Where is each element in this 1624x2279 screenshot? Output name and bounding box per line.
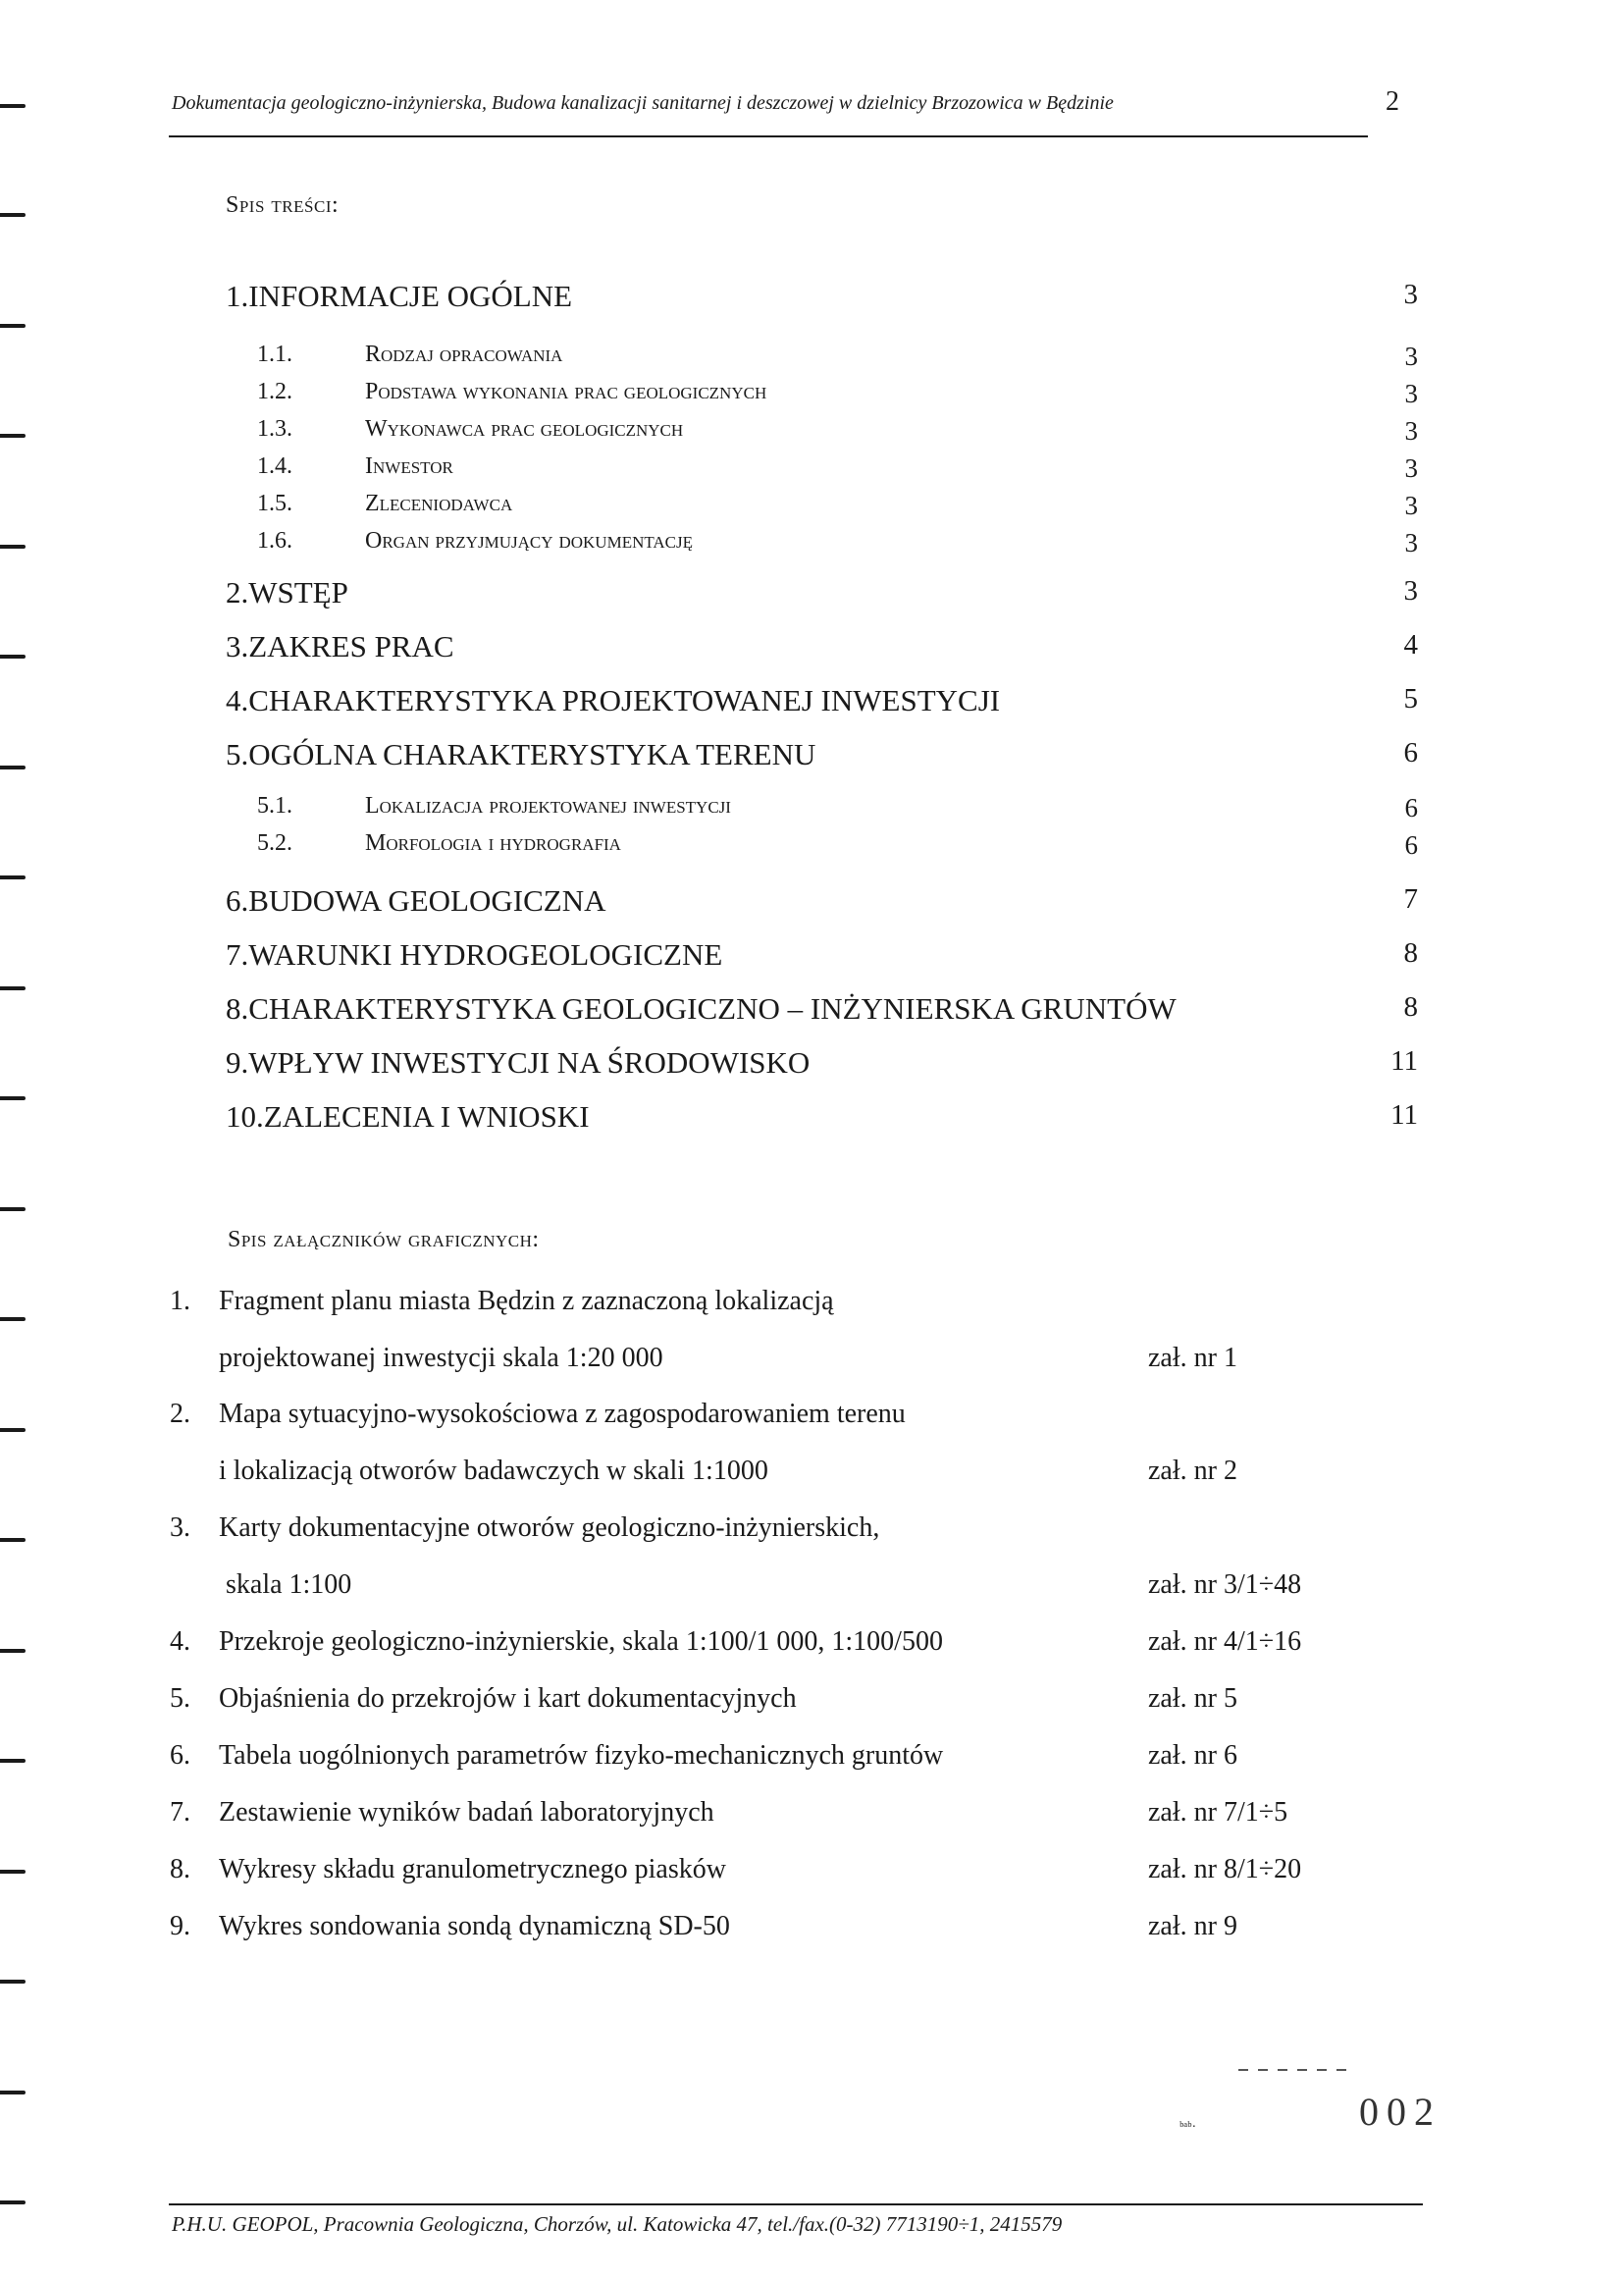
margin-tick — [0, 875, 26, 879]
attachment-text-line: Zestawienie wyników badań laboratoryjnych — [219, 1797, 714, 1828]
attachment-reference: zał. nr 4/1÷16 — [1148, 1626, 1302, 1657]
toc-entry-page: 3 — [1404, 416, 1418, 446]
margin-tick — [0, 1980, 26, 1984]
toc-entry-label: Organ przyjmujący dokumentację — [365, 528, 693, 554]
toc-entry-label: 7.WARUNKI HYDROGEOLOGICZNE — [226, 937, 723, 972]
toc-entry-label: 10.ZALECENIA I WNIOSKI — [226, 1099, 590, 1134]
toc-entry-label: 4.CHARAKTERYSTYKA PROJEKTOWANEJ INWESTYCJI — [226, 683, 1001, 717]
page-footer: P.H.U. GEOPOL, Pracownia Geologiczna, Chorzów, ul. Katowicka 47, tel./fax.(0-32) 7713190÷1, 2415579 — [172, 2212, 1063, 2236]
toc-entry-page: 3 — [1404, 342, 1418, 371]
toc-entry-page: 6 — [1404, 830, 1418, 860]
toc-entry-number: 1.5. — [257, 491, 292, 516]
attachments-heading: Spis załączników graficznych: — [228, 1227, 540, 1252]
toc-entry-number: 1.1. — [257, 342, 292, 367]
toc-entry-label: 2.WSTĘP — [226, 575, 348, 610]
page-header-title: Dokumentacja geologiczno-inżynierska, Budowa kanalizacji sanitarnej i deszczowej w dzielnicy Brzozowica w Będzinie — [172, 92, 1114, 114]
toc-entry-page: 3 — [1404, 528, 1418, 557]
attachment-number: 9. — [170, 1911, 190, 1941]
attachment-reference: zał. nr 5 — [1148, 1683, 1237, 1714]
attachment-number: 8. — [170, 1854, 190, 1884]
attachment-reference: zał. nr 1 — [1148, 1343, 1237, 1373]
toc-entry-page: 11 — [1390, 1099, 1418, 1131]
toc-entry-page: 3 — [1403, 279, 1418, 310]
attachment-number: 6. — [170, 1740, 190, 1771]
attachment-text-line: i lokalizacją otworów badawczych w skali 1:1000 — [219, 1456, 768, 1486]
margin-tick — [0, 1649, 26, 1653]
toc-entry-number: 1.3. — [257, 416, 292, 442]
stamp-dashes — [1238, 2069, 1346, 2071]
toc-entry-page: 6 — [1403, 737, 1418, 768]
attachment-reference: zał. nr 9 — [1148, 1911, 1237, 1941]
margin-tick — [0, 324, 26, 328]
toc-entry-page: 8 — [1403, 937, 1418, 969]
toc-entry-label: Rodzaj opracowania — [365, 342, 563, 367]
attachment-number: 7. — [170, 1797, 190, 1828]
page-number: 2 — [1386, 86, 1399, 117]
attachment-number: 3. — [170, 1512, 190, 1543]
margin-tick — [0, 1870, 26, 1874]
toc-entry-page: 3 — [1403, 575, 1418, 607]
attachment-reference: zał. nr 2 — [1148, 1456, 1237, 1486]
margin-tick — [0, 104, 26, 108]
margin-tick — [0, 1759, 26, 1763]
attachment-text-line: projektowanej inwestycji skala 1:20 000 — [219, 1343, 663, 1373]
toc-entry-number: 1.4. — [257, 453, 292, 479]
stamp-page-number: 002 — [1359, 2090, 1441, 2134]
margin-tick — [0, 1207, 26, 1211]
attachment-text-line: Objaśnienia do przekrojów i kart dokumentacyjnych — [219, 1683, 797, 1714]
header-rule — [169, 135, 1368, 137]
margin-tick — [0, 1317, 26, 1321]
attachment-number: 4. — [170, 1626, 190, 1657]
attachment-text-line: Karty dokumentacyjne otworów geologiczno-inżynierskich, — [219, 1512, 880, 1543]
toc-entry-page: 4 — [1403, 629, 1418, 661]
attachment-text-line: Mapa sytuacyjno-wysokościowa z zagospodarowaniem terenu — [219, 1399, 906, 1429]
toc-entry-page: 11 — [1390, 1045, 1418, 1077]
margin-tick — [0, 986, 26, 990]
toc-entry-label: 3.ZAKRES PRAC — [226, 629, 454, 663]
toc-heading: Spis treści: — [226, 192, 340, 218]
margin-tick — [0, 545, 26, 549]
margin-tick — [0, 2091, 26, 2094]
attachment-text-line: skala 1:100 — [219, 1569, 352, 1600]
attachment-number: 2. — [170, 1399, 190, 1429]
toc-entry-label: Inwestor — [365, 453, 453, 479]
toc-entry-page: 3 — [1404, 491, 1418, 520]
attachment-number: 1. — [170, 1286, 190, 1316]
attachment-reference: zał. nr 6 — [1148, 1740, 1237, 1771]
margin-tick — [0, 1538, 26, 1542]
footer-rule — [169, 2203, 1423, 2205]
toc-entry-label: Wykonawca prac geologicznych — [365, 416, 684, 442]
toc-entry-number: 1.6. — [257, 528, 292, 554]
attachment-text-line: Wykres sondowania sondą dynamiczną SD-50 — [219, 1911, 730, 1941]
margin-tick — [0, 2200, 26, 2204]
toc-entry-label: Podstawa wykonania prac geologicznych — [365, 379, 767, 404]
attachment-text-line: Fragment planu miasta Będzin z zaznaczoną lokalizacją — [219, 1286, 834, 1316]
margin-tick — [0, 1428, 26, 1432]
toc-entry-number: 5.2. — [257, 830, 292, 856]
attachment-number: 5. — [170, 1683, 190, 1714]
toc-entry-number: 5.1. — [257, 793, 292, 819]
attachment-text-line: Tabela uogólnionych parametrów fizyko-mechanicznych gruntów — [219, 1740, 944, 1771]
toc-entry-page: 8 — [1403, 991, 1418, 1023]
attachment-reference: zał. nr 3/1÷48 — [1148, 1569, 1302, 1600]
toc-entry-page: 3 — [1404, 379, 1418, 408]
toc-entry-page: 6 — [1404, 793, 1418, 822]
margin-tick — [0, 655, 26, 659]
toc-entry-page: 5 — [1403, 683, 1418, 715]
margin-tick — [0, 213, 26, 217]
attachment-reference: zał. nr 7/1÷5 — [1148, 1797, 1288, 1828]
toc-entry-page: 3 — [1404, 453, 1418, 483]
toc-entry-label: 1.INFORMACJE OGÓLNE — [226, 279, 573, 313]
attachment-text-line: Wykresy składu granulometrycznego piasków — [219, 1854, 726, 1884]
toc-entry-label: 6.BUDOWA GEOLOGICZNA — [226, 883, 606, 918]
toc-entry-label: Lokalizacja projektowanej inwestycji — [365, 793, 731, 819]
toc-entry-page: 7 — [1403, 883, 1418, 915]
margin-tick — [0, 766, 26, 769]
toc-entry-number: 1.2. — [257, 379, 292, 404]
toc-entry-label: 5.OGÓLNA CHARAKTERYSTYKA TERENU — [226, 737, 816, 771]
margin-tick — [0, 1096, 26, 1100]
toc-entry-label: Morfologia i hydrografia — [365, 830, 621, 856]
margin-tick — [0, 434, 26, 438]
attachment-reference: zał. nr 8/1÷20 — [1148, 1854, 1302, 1884]
toc-entry-label: 9.WPŁYW INWESTYCJI NA ŚRODOWISKO — [226, 1045, 811, 1080]
toc-entry-label: 8.CHARAKTERYSTYKA GEOLOGICZNO – INŻYNIERSKA GRUNTÓW — [226, 991, 1177, 1026]
attachment-text-line: Przekroje geologiczno-inżynierskie, skala 1:100/1 000, 1:100/500 — [219, 1626, 943, 1657]
toc-entry-label: Zleceniodawca — [365, 491, 513, 516]
stamp-small-mark: ᵇᵃᵇ· — [1179, 2120, 1197, 2135]
